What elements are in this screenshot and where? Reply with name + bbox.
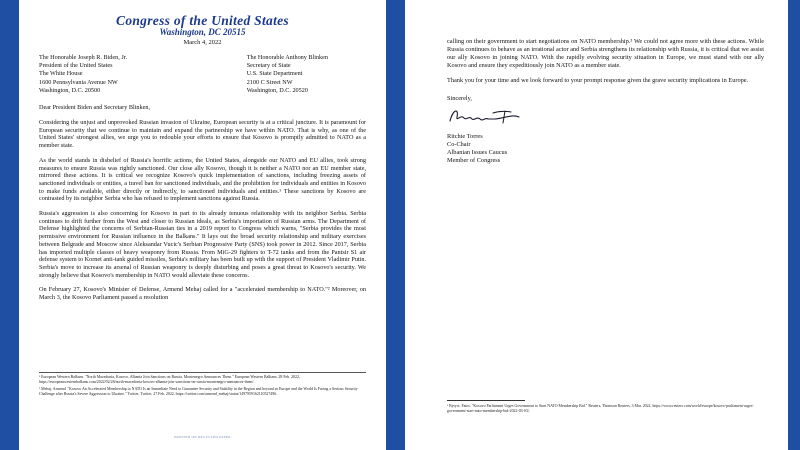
address-president [39, 54, 127, 95]
signer-role: Member of Congress [447, 156, 501, 164]
signature-icon [447, 105, 557, 127]
signer-title: Co-Chair [447, 140, 471, 148]
letterhead [39, 14, 366, 47]
letter-page-2 [405, 0, 788, 450]
paragraph: Thank you for your time and we look forward to your prompt response given the grave security implications in Europe. [447, 76, 749, 84]
footnote: ² Mehaj, Armend. "Kosovo An Accelerated Membership to NATO Is an Immediate Need to Guarantee Security and Stability in the Region and beyond as Europe and the World Is Facing a Serious Security Challenge after Russia's Severe Aggression to Ukraine." Twitter, Twitter, 27 Feb. 2022, https://twitter.com/armend_mehaj/status/1497959162110527496. [39, 387, 358, 396]
footnotes [39, 372, 366, 399]
address-line: The White House [39, 70, 83, 78]
signer-caucus: Albanian Issues Caucus [447, 148, 508, 156]
signature-block [447, 133, 764, 165]
address-line: 2100 C Street NW [246, 78, 293, 86]
address-line: Secretary of State [246, 62, 291, 70]
footnote-divider [447, 400, 525, 401]
closing: Sincerely, [447, 94, 472, 102]
address-line: President of the United States [39, 62, 113, 70]
letter-page-1 [19, 0, 386, 450]
paragraph: As the world stands in disbelief of Russia's horrific actions, the United States, alongside our NATO and EU allies, took strong measures to ensure Russia was rightly sanctioned. Our close ally Kosovo, though it is neither a NATO nor an EU member state, mirrored these actions. It is critical we recognize Kosovo's quick implementation of sanctions, including freezing assets of sanctioned individuals or entities, a travel ban for sanctioned individuals, and the prohibition for individuals and entities in Kosovo to make funds available, either directly or indirectly, to sanctioned individuals and entities.¹ These sanctions by Kosovo are contrasted by its neighbor Serbia who has refused to implement sanctions against Russia. [39, 156, 366, 203]
paragraph: On February 27, Kosovo's Minister of Defense, Armend Mehaj called for a "accelerated membership to NATO."² Moreover, on March 3, the Kosovo Parliament passed a resolution [39, 286, 366, 302]
paragraph: Russia's aggression is also concerning for Kosovo in part to its already tenuous relationship with its neighbor Serbia. Serbia continues to drift further from the West and closer to Russian ideals, as Serbia's importation of Russian arms. The Department of Defense highlighted the concerns of Serbian-Russian ties in a 2019 report to Congress which warns, "Serbia provides the most permissive environment for Russian influence in the Balkans." It lays out the broad security relationship and military exercises between Belgrade and Moscow since Aleksandar Vucic's Serbian Progressive Party (SNS) took power in 2012. Since 2017, Serbia has imported multiple classes of heavy weaponry from Russia. From MiG-29 fighters to T-72 tanks and from the Pantsir S1 air defense system to Kornet anti-tank guided missiles, Serbia's military has been built up with the support of President Vladimir Putin. Serbia's move to increase its arsenal of Russian weaponry is deeply disturbing and poses a great threat to Kosovo's security. We strongly believe that Kosovo's membership in NATO would alleviate these concerns. [39, 210, 366, 279]
letter-date: March 4, 2022 [183, 39, 222, 46]
address-line: U.S. State Department [246, 70, 303, 78]
address-block [39, 54, 366, 95]
address-line: Washington, D.C. 20500 [39, 86, 101, 94]
page-footer: PRINTED ON RECYCLED PAPER [174, 435, 231, 439]
paragraph: Considering the unjust and unprovoked Russian invasion of Ukraine, European security is at a critical juncture. It is paramount for European security that we continue to maintain and expand the partnership we have within NATO. That is why, as one of the United States' strongest allies, we urge you to redouble your efforts to ensure that Kosovo is promptly admitted to NATO as a member state. [39, 119, 366, 150]
address-line: The Honorable Joseph R. Biden, Jr. [39, 54, 127, 61]
address-secretary [247, 54, 328, 95]
address-line: Washington, D.C. 20520 [246, 86, 308, 94]
footnote: ³ Bytyci, Fatos. "Kosovo Parliament Urges Government to Start NATO Membership Bid." Reuters, Thomson Reuters, 3 Mar. 2022, https://www.reuters.com/world/europe/kosovo-parliament-urges-government-start-nato-membership-bid-2022-03-03/. [447, 404, 754, 413]
address-line: 1600 Pennsylvania Avenue NW [39, 78, 118, 86]
footnote: ¹ European Western Balkans. "North Macedonia, Kosovo, Albania Join Sanctions on Russia, Montenegro Announces Them." European Western Balkans, 28 Feb. 2022, https://europeanwesternbalkans.com/2022/02/28/north-macedonia-kosovo-albania-join-sanctions-on-russia-montenegro-announces-them/. [39, 375, 300, 384]
footnotes [447, 400, 764, 416]
signer-name: Ritchie Torres [447, 132, 483, 140]
salutation: Dear President Biden and Secretary Blinken, [39, 104, 150, 112]
paragraph: calling on their government to start negotiations on NATO membership.³ We could not agree more with these actions. While Russia continues to behave as an irrational actor and Serbia strengthens its relationship with Russia, it is critical that we assist our ally Kosovo in joining NATO. With the rapidly evolving security situation in Europe, we must stand with our ally Kosovo and ensure they expeditiously join NATO as a member state. [447, 38, 764, 69]
address-line: The Honorable Anthony Blinken [246, 54, 328, 61]
letterhead-title: Congress of the United States [116, 13, 289, 28]
letterhead-city: Washington, DC 20515 [159, 27, 246, 37]
